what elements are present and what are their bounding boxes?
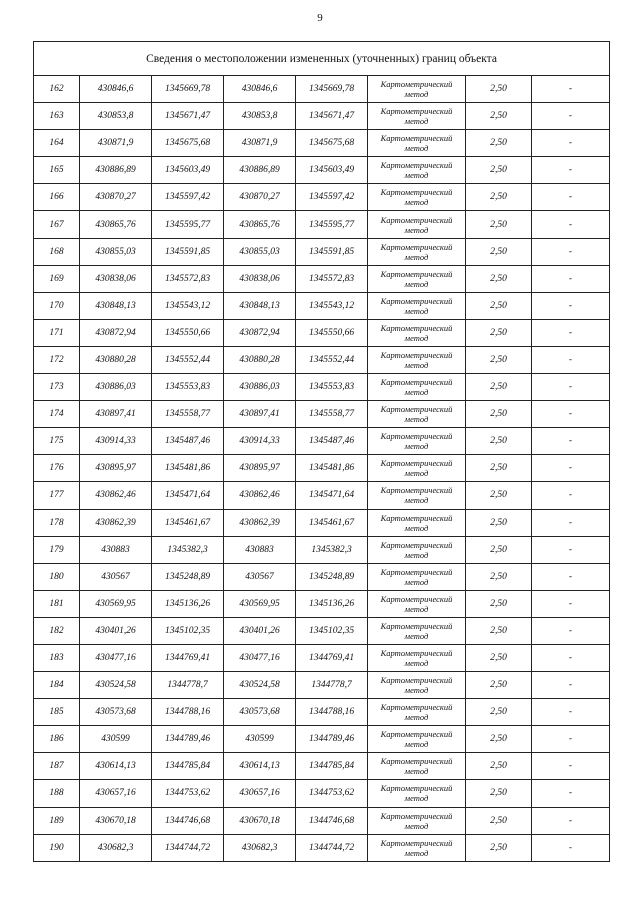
refined-y-cell: 1345550,66 [296, 319, 368, 346]
description-cell: - [532, 509, 610, 536]
refined-x-cell: 430569,95 [224, 590, 296, 617]
refined-y-cell: 1345591,85 [296, 238, 368, 265]
point-number-cell: 179 [34, 536, 80, 563]
method-cell: Картометрический метод [368, 536, 466, 563]
table-row [34, 211, 610, 238]
existing-x-cell: 430862,46 [80, 482, 152, 509]
refined-x-cell: 430862,46 [224, 482, 296, 509]
existing-x-cell: 430886,03 [80, 374, 152, 401]
point-number-cell: 188 [34, 780, 80, 807]
accuracy-cell: 2,50 [466, 672, 532, 699]
table-row [34, 103, 610, 130]
point-number-cell: 182 [34, 617, 80, 644]
point-number-cell: 185 [34, 699, 80, 726]
method-cell: Картометрический метод [368, 834, 466, 861]
accuracy-cell: 2,50 [466, 130, 532, 157]
refined-y-cell: 1345558,77 [296, 401, 368, 428]
refined-y-cell: 1344746,68 [296, 807, 368, 834]
table-row [34, 807, 610, 834]
method-cell: Картометрический метод [368, 346, 466, 373]
description-cell: - [532, 428, 610, 455]
refined-x-cell: 430895,97 [224, 455, 296, 482]
table-row [34, 130, 610, 157]
description-cell: - [532, 536, 610, 563]
table-row [34, 428, 610, 455]
refined-y-cell: 1345481,86 [296, 455, 368, 482]
table-row [34, 184, 610, 211]
existing-y-cell: 1345591,85 [152, 238, 224, 265]
table-row [34, 780, 610, 807]
refined-x-cell: 430886,03 [224, 374, 296, 401]
accuracy-cell: 2,50 [466, 238, 532, 265]
accuracy-cell: 2,50 [466, 834, 532, 861]
existing-x-cell: 430682,3 [80, 834, 152, 861]
accuracy-cell: 2,50 [466, 428, 532, 455]
accuracy-cell: 2,50 [466, 455, 532, 482]
point-number-cell: 178 [34, 509, 80, 536]
method-cell: Картометрический метод [368, 563, 466, 590]
point-number-cell: 170 [34, 292, 80, 319]
method-cell: Картометрический метод [368, 644, 466, 671]
accuracy-cell: 2,50 [466, 401, 532, 428]
method-cell: Картометрический метод [368, 428, 466, 455]
table-row [34, 536, 610, 563]
existing-y-cell: 1345597,42 [152, 184, 224, 211]
existing-y-cell: 1345558,77 [152, 401, 224, 428]
refined-y-cell: 1345136,26 [296, 590, 368, 617]
existing-x-cell: 430872,94 [80, 319, 152, 346]
method-cell: Картометрический метод [368, 590, 466, 617]
existing-x-cell: 430897,41 [80, 401, 152, 428]
description-cell: - [532, 265, 610, 292]
point-number-cell: 172 [34, 346, 80, 373]
point-number-cell: 177 [34, 482, 80, 509]
method-cell: Картометрический метод [368, 76, 466, 103]
point-number-cell: 189 [34, 807, 80, 834]
point-number-cell: 163 [34, 103, 80, 130]
point-number-cell: 187 [34, 753, 80, 780]
existing-x-cell: 430914,33 [80, 428, 152, 455]
table-row [34, 238, 610, 265]
description-cell: - [532, 157, 610, 184]
accuracy-cell: 2,50 [466, 76, 532, 103]
refined-y-cell: 1344769,41 [296, 644, 368, 671]
existing-y-cell: 1344744,72 [152, 834, 224, 861]
description-cell: - [532, 374, 610, 401]
table-header-row [34, 42, 610, 76]
table-row [34, 292, 610, 319]
existing-y-cell: 1345487,46 [152, 428, 224, 455]
method-cell: Картометрический метод [368, 455, 466, 482]
existing-y-cell: 1345248,89 [152, 563, 224, 590]
refined-y-cell: 1345552,44 [296, 346, 368, 373]
point-number-cell: 168 [34, 238, 80, 265]
method-cell: Картометрический метод [368, 292, 466, 319]
method-cell: Картометрический метод [368, 807, 466, 834]
refined-x-cell: 430567 [224, 563, 296, 590]
existing-y-cell: 1345543,12 [152, 292, 224, 319]
existing-y-cell: 1344778,7 [152, 672, 224, 699]
description-cell: - [532, 238, 610, 265]
method-cell: Картометрический метод [368, 103, 466, 130]
refined-x-cell: 430897,41 [224, 401, 296, 428]
description-cell: - [532, 401, 610, 428]
existing-y-cell: 1344746,68 [152, 807, 224, 834]
existing-x-cell: 430848,13 [80, 292, 152, 319]
refined-x-cell: 430914,33 [224, 428, 296, 455]
table-row [34, 644, 610, 671]
refined-y-cell: 1345102,35 [296, 617, 368, 644]
refined-x-cell: 430573,68 [224, 699, 296, 726]
existing-x-cell: 430573,68 [80, 699, 152, 726]
table-row [34, 672, 610, 699]
method-cell: Картометрический метод [368, 238, 466, 265]
refined-y-cell: 1344785,84 [296, 753, 368, 780]
description-cell: - [532, 455, 610, 482]
existing-x-cell: 430880,28 [80, 346, 152, 373]
refined-y-cell: 1345553,83 [296, 374, 368, 401]
refined-x-cell: 430865,76 [224, 211, 296, 238]
method-cell: Картометрический метод [368, 265, 466, 292]
accuracy-cell: 2,50 [466, 265, 532, 292]
refined-y-cell: 1345248,89 [296, 563, 368, 590]
existing-y-cell: 1344788,16 [152, 699, 224, 726]
method-cell: Картометрический метод [368, 617, 466, 644]
refined-y-cell: 1345669,78 [296, 76, 368, 103]
existing-x-cell: 430524,58 [80, 672, 152, 699]
description-cell: - [532, 590, 610, 617]
table-row [34, 319, 610, 346]
existing-x-cell: 430569,95 [80, 590, 152, 617]
method-cell: Картометрический метод [368, 401, 466, 428]
refined-x-cell: 430848,13 [224, 292, 296, 319]
accuracy-cell: 2,50 [466, 482, 532, 509]
existing-y-cell: 1344789,46 [152, 726, 224, 753]
existing-x-cell: 430883 [80, 536, 152, 563]
table-row [34, 563, 610, 590]
existing-x-cell: 430657,16 [80, 780, 152, 807]
method-cell: Картометрический метод [368, 319, 466, 346]
table-row [34, 509, 610, 536]
accuracy-cell: 2,50 [466, 726, 532, 753]
table-row [34, 834, 610, 861]
point-number-cell: 167 [34, 211, 80, 238]
existing-x-cell: 430853,8 [80, 103, 152, 130]
refined-x-cell: 430599 [224, 726, 296, 753]
existing-x-cell: 430865,76 [80, 211, 152, 238]
table-row [34, 374, 610, 401]
accuracy-cell: 2,50 [466, 319, 532, 346]
description-cell: - [532, 563, 610, 590]
table-row [34, 401, 610, 428]
existing-y-cell: 1345671,47 [152, 103, 224, 130]
accuracy-cell: 2,50 [466, 346, 532, 373]
method-cell: Картометрический метод [368, 157, 466, 184]
existing-x-cell: 430614,13 [80, 753, 152, 780]
point-number-cell: 183 [34, 644, 80, 671]
existing-x-cell: 430871,9 [80, 130, 152, 157]
table-row [34, 157, 610, 184]
method-cell: Картометрический метод [368, 211, 466, 238]
refined-x-cell: 430855,03 [224, 238, 296, 265]
existing-y-cell: 1345481,86 [152, 455, 224, 482]
existing-y-cell: 1345669,78 [152, 76, 224, 103]
method-cell: Картометрический метод [368, 509, 466, 536]
refined-y-cell: 1345603,49 [296, 157, 368, 184]
description-cell: - [532, 130, 610, 157]
existing-x-cell: 430895,97 [80, 455, 152, 482]
existing-x-cell: 430477,16 [80, 644, 152, 671]
existing-y-cell: 1345382,3 [152, 536, 224, 563]
existing-y-cell: 1345675,68 [152, 130, 224, 157]
description-cell: - [532, 184, 610, 211]
existing-y-cell: 1345572,83 [152, 265, 224, 292]
existing-y-cell: 1344785,84 [152, 753, 224, 780]
accuracy-cell: 2,50 [466, 644, 532, 671]
refined-x-cell: 430880,28 [224, 346, 296, 373]
existing-x-cell: 430599 [80, 726, 152, 753]
method-cell: Картометрический метод [368, 672, 466, 699]
table-title: Сведения о местоположении измененных (уточненных) границ объекта [34, 42, 610, 76]
existing-y-cell: 1345552,44 [152, 346, 224, 373]
table-row [34, 76, 610, 103]
table-row [34, 726, 610, 753]
accuracy-cell: 2,50 [466, 374, 532, 401]
accuracy-cell: 2,50 [466, 157, 532, 184]
description-cell: - [532, 482, 610, 509]
point-number-cell: 165 [34, 157, 80, 184]
point-number-cell: 190 [34, 834, 80, 861]
point-number-cell: 171 [34, 319, 80, 346]
refined-x-cell: 430846,6 [224, 76, 296, 103]
description-cell: - [532, 211, 610, 238]
existing-x-cell: 430870,27 [80, 184, 152, 211]
refined-x-cell: 430838,06 [224, 265, 296, 292]
description-cell: - [532, 780, 610, 807]
refined-y-cell: 1344788,16 [296, 699, 368, 726]
refined-y-cell: 1344744,72 [296, 834, 368, 861]
refined-x-cell: 430871,9 [224, 130, 296, 157]
method-cell: Картометрический метод [368, 184, 466, 211]
accuracy-cell: 2,50 [466, 807, 532, 834]
page-number: 9 [317, 12, 323, 24]
method-cell: Картометрический метод [368, 130, 466, 157]
existing-y-cell: 1345595,77 [152, 211, 224, 238]
point-number-cell: 186 [34, 726, 80, 753]
point-number-cell: 181 [34, 590, 80, 617]
refined-x-cell: 430401,26 [224, 617, 296, 644]
boundary-coordinates-table [33, 41, 610, 862]
table-row [34, 753, 610, 780]
refined-x-cell: 430883 [224, 536, 296, 563]
method-cell: Картометрический метод [368, 374, 466, 401]
accuracy-cell: 2,50 [466, 103, 532, 130]
refined-y-cell: 1345382,3 [296, 536, 368, 563]
refined-x-cell: 430872,94 [224, 319, 296, 346]
table-row [34, 265, 610, 292]
point-number-cell: 166 [34, 184, 80, 211]
description-cell: - [532, 807, 610, 834]
accuracy-cell: 2,50 [466, 590, 532, 617]
refined-y-cell: 1345597,42 [296, 184, 368, 211]
point-number-cell: 184 [34, 672, 80, 699]
refined-x-cell: 430886,89 [224, 157, 296, 184]
existing-x-cell: 430855,03 [80, 238, 152, 265]
method-cell: Картометрический метод [368, 780, 466, 807]
description-cell: - [532, 292, 610, 319]
existing-y-cell: 1345603,49 [152, 157, 224, 184]
point-number-cell: 175 [34, 428, 80, 455]
description-cell: - [532, 834, 610, 861]
table-row [34, 455, 610, 482]
description-cell: - [532, 644, 610, 671]
point-number-cell: 162 [34, 76, 80, 103]
description-cell: - [532, 76, 610, 103]
existing-x-cell: 430886,89 [80, 157, 152, 184]
table-row [34, 699, 610, 726]
existing-x-cell: 430670,18 [80, 807, 152, 834]
refined-x-cell: 430853,8 [224, 103, 296, 130]
description-cell: - [532, 753, 610, 780]
existing-y-cell: 1345461,67 [152, 509, 224, 536]
refined-y-cell: 1345471,64 [296, 482, 368, 509]
description-cell: - [532, 617, 610, 644]
refined-x-cell: 430670,18 [224, 807, 296, 834]
refined-y-cell: 1345595,77 [296, 211, 368, 238]
table-row [34, 590, 610, 617]
refined-y-cell: 1345572,83 [296, 265, 368, 292]
refined-y-cell: 1345461,67 [296, 509, 368, 536]
point-number-cell: 180 [34, 563, 80, 590]
accuracy-cell: 2,50 [466, 699, 532, 726]
refined-x-cell: 430862,39 [224, 509, 296, 536]
refined-x-cell: 430870,27 [224, 184, 296, 211]
method-cell: Картометрический метод [368, 482, 466, 509]
existing-x-cell: 430846,6 [80, 76, 152, 103]
refined-y-cell: 1345543,12 [296, 292, 368, 319]
description-cell: - [532, 103, 610, 130]
existing-x-cell: 430567 [80, 563, 152, 590]
accuracy-cell: 2,50 [466, 211, 532, 238]
existing-y-cell: 1345136,26 [152, 590, 224, 617]
table-row [34, 346, 610, 373]
method-cell: Картометрический метод [368, 726, 466, 753]
description-cell: - [532, 699, 610, 726]
description-cell: - [532, 726, 610, 753]
refined-x-cell: 430682,3 [224, 834, 296, 861]
existing-x-cell: 430838,06 [80, 265, 152, 292]
accuracy-cell: 2,50 [466, 184, 532, 211]
accuracy-cell: 2,50 [466, 753, 532, 780]
point-number-cell: 169 [34, 265, 80, 292]
existing-x-cell: 430862,39 [80, 509, 152, 536]
accuracy-cell: 2,50 [466, 563, 532, 590]
accuracy-cell: 2,50 [466, 780, 532, 807]
existing-y-cell: 1345102,35 [152, 617, 224, 644]
point-number-cell: 164 [34, 130, 80, 157]
refined-y-cell: 1344753,62 [296, 780, 368, 807]
refined-y-cell: 1345675,68 [296, 130, 368, 157]
existing-y-cell: 1344753,62 [152, 780, 224, 807]
existing-y-cell: 1345471,64 [152, 482, 224, 509]
existing-y-cell: 1345550,66 [152, 319, 224, 346]
refined-y-cell: 1344789,46 [296, 726, 368, 753]
accuracy-cell: 2,50 [466, 536, 532, 563]
description-cell: - [532, 346, 610, 373]
refined-y-cell: 1345487,46 [296, 428, 368, 455]
refined-x-cell: 430477,16 [224, 644, 296, 671]
accuracy-cell: 2,50 [466, 292, 532, 319]
refined-y-cell: 1345671,47 [296, 103, 368, 130]
accuracy-cell: 2,50 [466, 617, 532, 644]
description-cell: - [532, 672, 610, 699]
table-row [34, 482, 610, 509]
point-number-cell: 176 [34, 455, 80, 482]
refined-x-cell: 430614,13 [224, 753, 296, 780]
existing-x-cell: 430401,26 [80, 617, 152, 644]
method-cell: Картометрический метод [368, 753, 466, 780]
existing-y-cell: 1345553,83 [152, 374, 224, 401]
refined-y-cell: 1344778,7 [296, 672, 368, 699]
table-row [34, 617, 610, 644]
refined-x-cell: 430657,16 [224, 780, 296, 807]
accuracy-cell: 2,50 [466, 509, 532, 536]
description-cell: - [532, 319, 610, 346]
existing-y-cell: 1344769,41 [152, 644, 224, 671]
point-number-cell: 173 [34, 374, 80, 401]
point-number-cell: 174 [34, 401, 80, 428]
method-cell: Картометрический метод [368, 699, 466, 726]
refined-x-cell: 430524,58 [224, 672, 296, 699]
